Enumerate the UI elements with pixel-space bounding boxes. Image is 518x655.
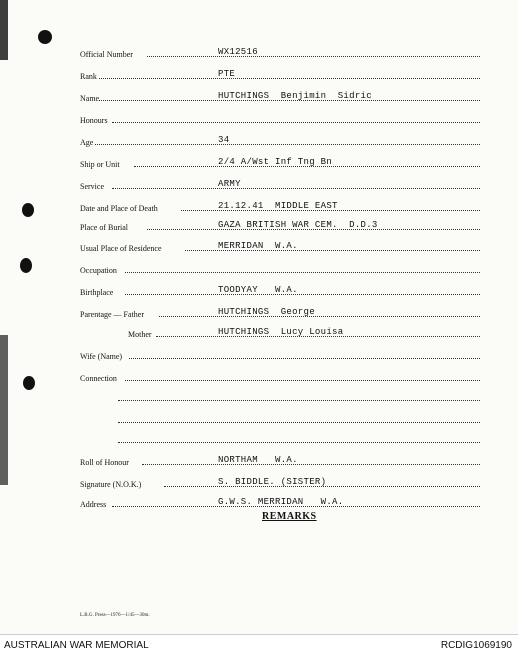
value-address: G.W.S. MERRIDAN W.A. [218, 497, 344, 507]
value-ship-or-unit: 2/4 A/Wst Inf Tng Bn [218, 157, 333, 167]
label-birthplace: Birthplace [80, 288, 114, 297]
form-row-place-burial [0, 213, 518, 233]
label-father: Parentage — Father [80, 310, 144, 319]
printer-note: L.B.G. Press—1976—1/45—30m. [80, 613, 150, 618]
form-row-service [0, 172, 518, 192]
label-rank: Rank [80, 72, 97, 81]
value-age: 34 [218, 135, 230, 145]
form-row-extra1 [0, 384, 518, 404]
value-official-number: WX12516 [218, 47, 258, 57]
value-birthplace: TOODYAY W.A. [218, 285, 298, 295]
label-roll-honour: Roll of Honour [80, 458, 129, 467]
label-connection: Connection [80, 374, 117, 383]
label-occupation: Occupation [80, 266, 117, 275]
form-row-date-place-death [0, 194, 518, 214]
label-name: Name [80, 94, 100, 103]
dotted-rule [125, 294, 480, 295]
label-signature: Signature (N.O.K.) [80, 480, 142, 489]
label-age: Age [80, 138, 94, 147]
dotted-rule [99, 78, 480, 79]
dotted-rule [112, 188, 480, 189]
dotted-rule [118, 400, 480, 401]
dotted-rule [129, 358, 480, 359]
dotted-rule [125, 380, 480, 381]
remarks-heading: REMARKS [262, 511, 317, 522]
value-roll-honour: NORTHAM W.A. [218, 455, 298, 465]
footer-left-text: AUSTRALIAN WAR MEMORIAL [4, 640, 149, 651]
form-row-extra2 [0, 406, 518, 426]
form-row-birthplace [0, 278, 518, 298]
label-date-place-death: Date and Place of Death [80, 204, 158, 213]
label-ship-or-unit: Ship or Unit [80, 160, 120, 169]
value-name: HUTCHINGS Benjimin Sidric [218, 91, 372, 101]
label-official-number: Official Number [80, 50, 133, 59]
label-honours: Honours [80, 116, 108, 125]
form-row-ship-or-unit [0, 150, 518, 170]
dotted-rule [118, 442, 480, 443]
footer-right-text: RCDIG1069190 [440, 640, 512, 651]
form-row-roll-honour [0, 448, 518, 468]
label-place-burial: Place of Burial [80, 223, 128, 232]
value-place-burial: GAZA BRITISH WAR CEM. D.D.3 [218, 220, 378, 230]
form-row-mother [0, 320, 518, 340]
form-row-address [0, 490, 518, 510]
form-row-honours [0, 106, 518, 126]
dotted-rule [118, 422, 480, 423]
dotted-rule [159, 316, 480, 317]
label-service: Service [80, 182, 104, 191]
form-row-wife [0, 342, 518, 362]
form-row-name [0, 84, 518, 104]
form-row-connection [0, 364, 518, 384]
label-usual-residence: Usual Place of Residence [80, 244, 162, 253]
dotted-rule [147, 56, 481, 57]
label-mother: Mother [128, 330, 152, 339]
value-rank: PTE [218, 69, 236, 79]
value-father: HUTCHINGS George [218, 307, 315, 317]
dotted-rule [95, 144, 480, 145]
value-service: ARMY [218, 179, 241, 189]
form-row-signature [0, 470, 518, 490]
form-row-rank [0, 62, 518, 82]
dotted-rule [125, 272, 480, 273]
form-row-age [0, 128, 518, 148]
label-wife: Wife (Name) [80, 352, 123, 361]
value-mother: HUTCHINGS Lucy Louisa [218, 327, 344, 337]
form-row-official-number [0, 40, 518, 60]
value-date-place-death: 21.12.41 MIDDLE EAST [218, 201, 338, 211]
dotted-rule [142, 464, 480, 465]
form-row-father [0, 300, 518, 320]
dotted-rule [112, 122, 480, 123]
value-usual-residence: MERRIDAN W.A. [218, 241, 298, 251]
form-row-occupation [0, 256, 518, 276]
value-signature: S. BIDDLE. (SISTER) [218, 477, 327, 487]
footer-bar [0, 634, 518, 655]
form-row-usual-residence [0, 234, 518, 254]
label-address: Address [80, 500, 107, 509]
form-row-extra3 [0, 426, 518, 446]
